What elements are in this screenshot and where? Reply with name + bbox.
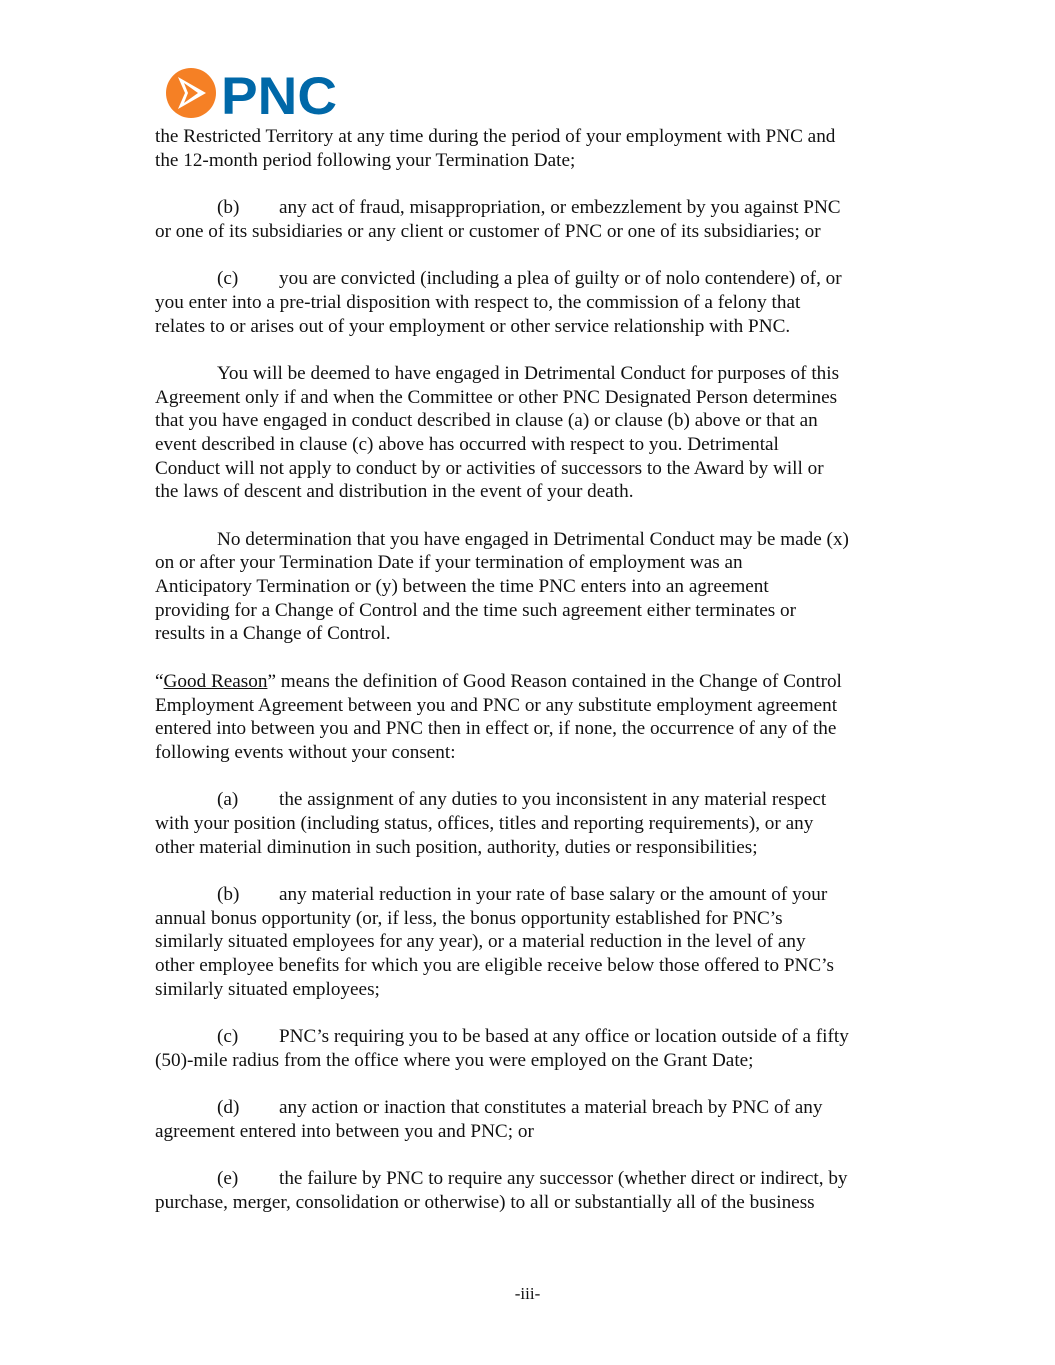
text-line: any material reduction in your rate of base salary or the amount of your — [279, 884, 828, 905]
text-line: annual bonus opportunity (or, if less, the bonus opportunity established for PNC’s — [155, 907, 783, 929]
defined-term: Good Reason — [163, 670, 268, 692]
text-line: any act of fraud, misappropriation, or embezzlement by you against PNC — [279, 197, 841, 219]
text-line: the Restricted Territory at any time during the period of your employment with PNC and — [155, 126, 836, 147]
clause-a-duties — [155, 788, 915, 859]
pnc-logo-wordmark: PNC — [221, 67, 337, 121]
text-line: purchase, merger, consolidation or otherwise) to all or substantially all of the business — [155, 1191, 815, 1213]
text-line: No determination that you have engaged in Detrimental Conduct may be made (x) — [217, 528, 849, 550]
open-quote: “ — [155, 670, 164, 692]
clause-c-conviction — [155, 267, 915, 338]
text-line: following events without your consent: — [155, 741, 456, 763]
text-line: Agreement only if and when the Committee or other PNC Designated Person determines — [155, 386, 838, 408]
text-line: Conduct will not apply to conduct by or activities of successors to the Award by will or — [155, 457, 824, 479]
text-line: other employee benefits for which you are eligible receive below those offered to PNC’s — [155, 955, 834, 977]
clause-marker: (a) — [217, 789, 239, 811]
clause-marker: (c) — [217, 268, 239, 290]
clause-b-salary — [155, 883, 915, 1001]
clause-e-successor — [155, 1167, 915, 1214]
clause-marker: (b) — [217, 197, 240, 219]
text-line: the assignment of any duties to you inconsistent in any material respect — [279, 789, 827, 811]
definition-good-reason — [155, 670, 915, 765]
text-line: ” means the definition of Good Reason contained in the Change of Control — [267, 670, 842, 692]
clause-d-breach — [155, 1096, 915, 1143]
text-line: results in a Change of Control. — [155, 623, 391, 645]
clause-marker: (e) — [217, 1168, 239, 1190]
pnc-logo-mark-icon — [166, 68, 216, 118]
text-line: the failure by PNC to require any successor (whether direct or indirect, by — [279, 1168, 848, 1190]
text-line: you enter into a pre-trial disposition with respect to, the commission of a felony that — [155, 291, 801, 313]
text-line: entered into between you and PNC then in effect or, if none, the occurrence of any of the — [155, 718, 837, 740]
text-line: with your position (including status, offices, titles and reporting requirements), or any — [155, 812, 814, 834]
paragraph-no-determination — [155, 528, 915, 646]
text-line: or one of its subsidiaries or any client or customer of PNC or one of its subsidiaries; or — [155, 220, 821, 242]
text-line: PNC’s requiring you to be based at any office or location outside of a fifty — [279, 1026, 849, 1048]
text-line: similarly situated employees; — [155, 978, 380, 1000]
text-line: Anticipatory Termination or (y) between the time PNC enters into an agreement — [155, 576, 769, 598]
text-line: providing for a Change of Control and the time such agreement either terminates or — [155, 599, 796, 621]
pnc-logo — [165, 67, 340, 121]
paragraph-deemed-detrimental-conduct — [155, 362, 915, 504]
text-line: Employment Agreement between you and PNC or any substitute employment agreement — [155, 694, 838, 716]
text-line: that you have engaged in conduct described in clause (a) or clause (b) above or that an — [155, 410, 818, 432]
clause-marker: (c) — [217, 1026, 239, 1048]
clause-b-fraud — [155, 196, 915, 243]
text-line: other material diminution in such position, authority, duties or responsibilities; — [155, 836, 758, 858]
document-body — [155, 125, 915, 1215]
page-number: -iii- — [514, 1284, 541, 1303]
clause-c-location — [155, 1025, 915, 1072]
text-line: the laws of descent and distribution in the event of your death. — [155, 481, 634, 503]
text-line: event described in clause (c) above has occurred with respect to you. Detrimental — [155, 433, 779, 455]
text-line: any action or inaction that constitutes a material breach by PNC of any — [279, 1097, 823, 1119]
paragraph-continuation — [155, 125, 915, 172]
text-line: you are convicted (including a plea of guilty or of nolo contendere) of, or — [279, 268, 842, 290]
text-line: the 12-month period following your Termination Date; — [155, 149, 576, 171]
clause-marker: (d) — [217, 1097, 240, 1119]
text-line: You will be deemed to have engaged in Detrimental Conduct for purposes of this — [217, 362, 840, 384]
clause-marker: (b) — [217, 884, 240, 905]
text-line: (50)-mile radius from the office where you were employed on the Grant Date; — [155, 1049, 754, 1071]
text-line: on or after your Termination Date if your termination of employment was an — [155, 552, 743, 574]
text-line: agreement entered into between you and PNC; or — [155, 1120, 534, 1142]
text-line: relates to or arises out of your employment or other service relationship with PNC. — [155, 315, 791, 337]
text-line: similarly situated employees for any year), or a material reduction in the level of any — [155, 931, 806, 953]
